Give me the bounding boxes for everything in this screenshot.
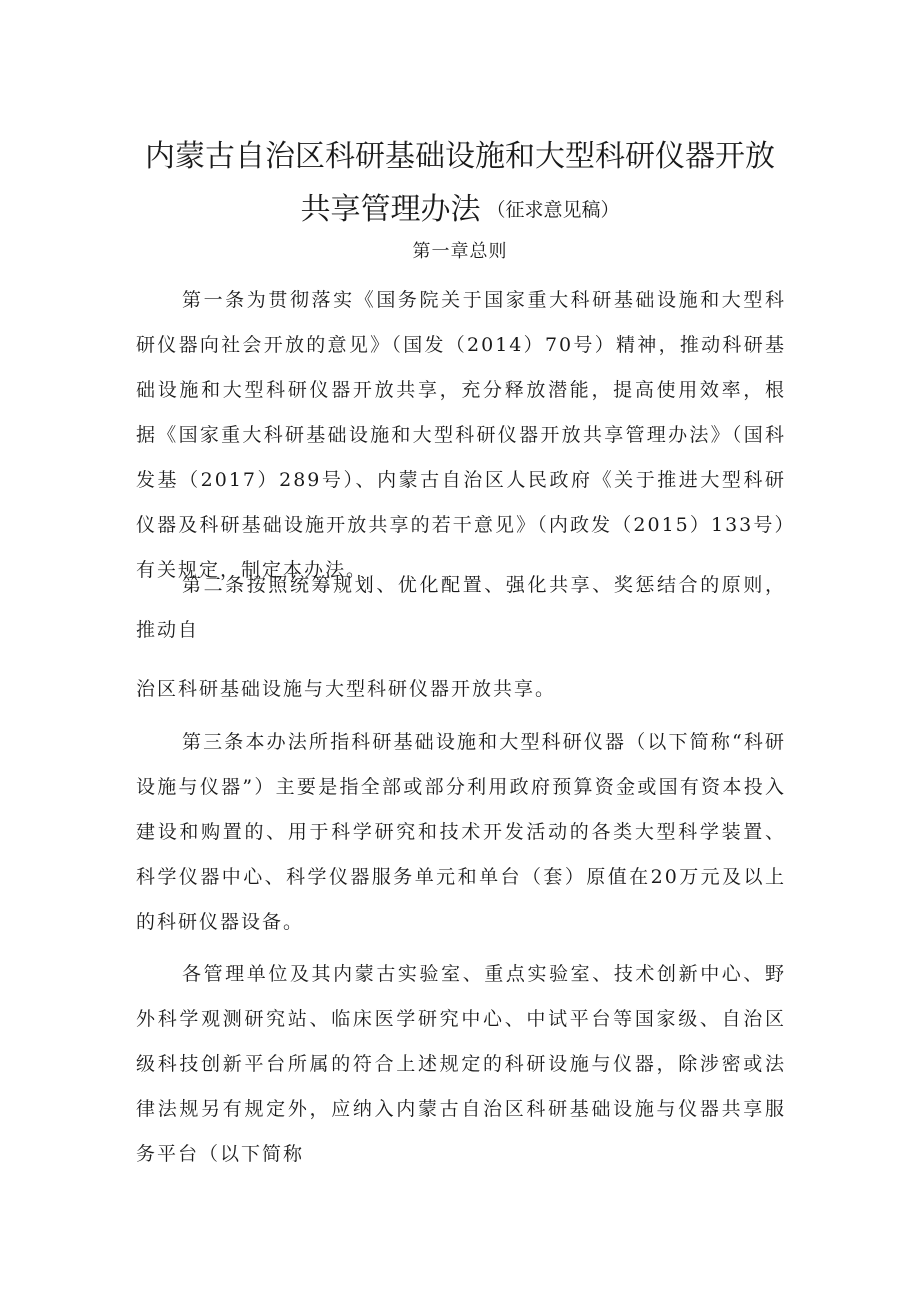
document-title-line-1: 内蒙古自治区科研基础设施和大型科研仪器开放 — [145, 139, 775, 174]
document-title-note: （征求意见稿） — [486, 199, 620, 221]
article-2-continuation: 治区科研基础设施与大型科研仪器开放共享。 — [136, 678, 557, 700]
article-2-paragraph: 第二条按照统筹规划、优化配置、强化共享、奖惩结合的原则，推动自 — [136, 574, 786, 641]
document-title-main: 共享管理办法 — [300, 192, 481, 227]
chapter-heading: 第一章总则 — [412, 241, 508, 262]
document-title-line-2 — [0, 184, 920, 228]
article-3-paragraph: 第三条本办法所指科研基础设施和大型科研仪器（以下简称“科研设施与仪器”）主要是指全部或部分利用政府预算资金或国有资本投入建设和购置的、用于科学研究和技术开发活动的各类大型科学装置、科学仪器中心、科学仪器服务单元和单台（套）原值在20万元及以上的科研仪器设备。 — [136, 731, 786, 933]
article-1-paragraph: 第一条为贯彻落实《国务院关于国家重大科研基础设施和大型科研仪器向社会开放的意见》（国发（2014）70号）精神，推动科研基础设施和大型科研仪器开放共享，充分释放潜能，提高使用效率，根据《国家重大科研基础设施和大型科研仪器开放共享管理办法》（国科发基（2017）289号）、内蒙古自治区人民政府《关于推进大型科研仪器及科研基础设施开放共享的若干意见》（内政发（2015）133号）有关规定，制定本办法。 — [136, 289, 786, 581]
article-3-second-paragraph: 各管理单位及其内蒙古实验室、重点实验室、技术创新中心、野外科学观测研究站、临床医学研究中心、中试平台等国家级、自治区级科技创新平台所属的符合上述规定的科研设施与仪器，除涉密或法律法规另有规定外，应纳入内蒙古自治区科研基础设施与仪器共享服务平台（以下简称 — [136, 963, 786, 1165]
